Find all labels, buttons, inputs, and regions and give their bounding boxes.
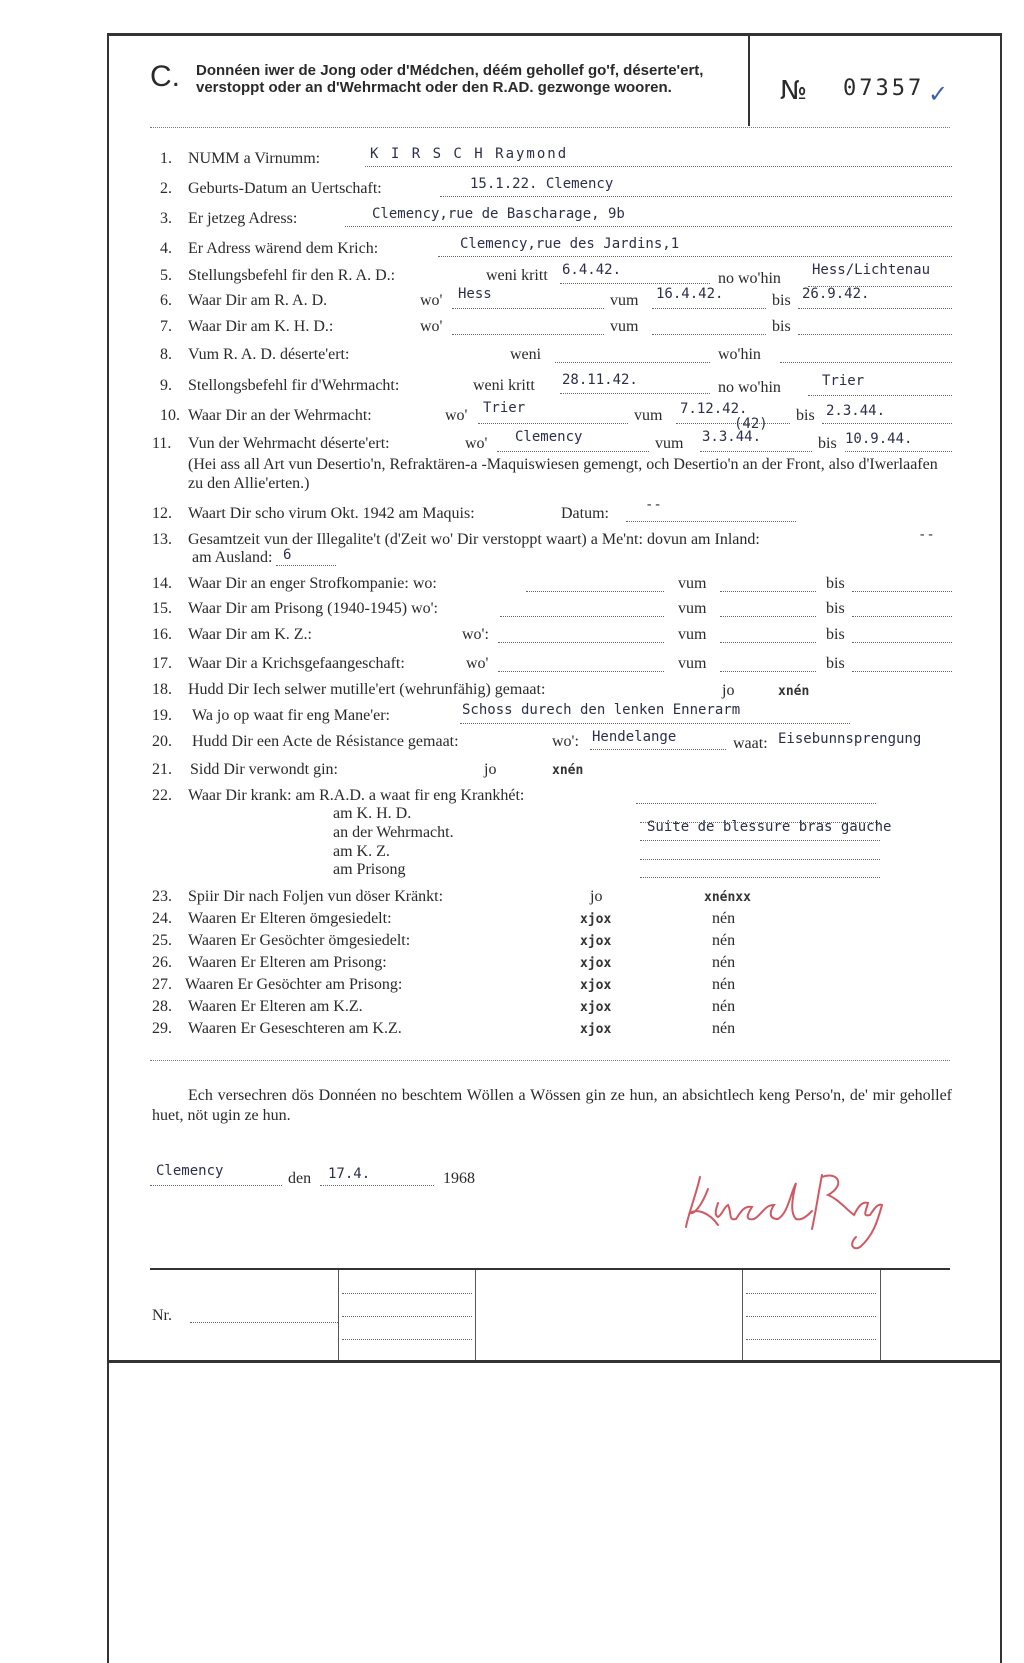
- field-22-label: Waar Dir krank: am R.A.D. a waat fir eng Krankhét:: [188, 787, 525, 804]
- field-8-label: Vum R. A. D. déserte'ert:: [188, 346, 350, 363]
- number-sign: №: [780, 76, 808, 106]
- field-13-number: 13.: [152, 531, 172, 548]
- field-10-wo-value: Trier: [483, 400, 526, 416]
- signature-stroke: [686, 1177, 812, 1227]
- field-20-wo: wo':: [552, 733, 579, 750]
- field-10-number: 10.: [160, 407, 180, 424]
- field-28-number: 28.: [152, 998, 172, 1015]
- field-5-mid-line: [560, 283, 710, 284]
- field-11-wo: wo': [465, 435, 488, 452]
- field-21-jo: jo: [484, 761, 497, 778]
- field-5-end-value: Hess/Lichtenau: [812, 262, 931, 278]
- field-16-vum: vum: [678, 626, 707, 643]
- footer-line-1: [342, 1293, 472, 1294]
- signature-text: Kirsch Ray: [678, 1165, 683, 1166]
- field-19-line: [460, 723, 850, 724]
- field-26-nen: nén: [712, 954, 736, 971]
- footer-rule-top: [150, 1268, 950, 1270]
- signature-stroke: [812, 1175, 882, 1248]
- field-13-ausland-value: 6: [283, 547, 292, 563]
- field-21-number: 21.: [152, 761, 172, 778]
- field-17-wo: wo': [466, 655, 489, 672]
- field-10-label: Waar Dir an der Wehrmacht:: [188, 407, 372, 424]
- field-15-bis-line: [852, 616, 952, 617]
- field-14-bis-line: [852, 591, 952, 592]
- left-border: [107, 33, 109, 1663]
- field-26-label: Waaren Er Elteren am Prisong:: [188, 954, 387, 971]
- field-17-vum: vum: [678, 655, 707, 672]
- field-8-end-line: [780, 362, 952, 363]
- field-25-struck: xjox: [580, 934, 612, 949]
- field-14-number: 14.: [152, 575, 172, 592]
- field-25-number: 25.: [152, 932, 172, 949]
- field-1-number: 1.: [160, 150, 172, 167]
- field-8-mid-line: [555, 362, 710, 363]
- footer-col-2: [475, 1270, 476, 1360]
- field-18-struck: xnén: [778, 684, 810, 699]
- field-24-label: Waaren Er Elteren ömgesiedelt:: [188, 910, 392, 927]
- field-4-number: 4.: [160, 240, 172, 257]
- footer-line-3: [342, 1339, 472, 1340]
- field-10-vum-line: [676, 423, 790, 424]
- field-20-label: Hudd Dir een Acte de Résistance gemaat:: [192, 733, 459, 750]
- field-2-line: [440, 196, 952, 197]
- date-line: [320, 1185, 434, 1186]
- field-23-struck: xnénxx: [704, 890, 751, 905]
- field-20-wo-line: [590, 749, 726, 750]
- field-27-number: 27.: [152, 976, 172, 993]
- field-5-mid-value: 6.4.42.: [562, 262, 622, 278]
- field-4-line: [438, 256, 952, 257]
- field-14-wo-line: [526, 591, 664, 592]
- footer-line-5: [746, 1316, 876, 1317]
- field-4-label: Er Adress wärend dem Krich:: [188, 240, 379, 257]
- field-23-number: 23.: [152, 888, 172, 905]
- field-21-label: Sidd Dir verwondt gin:: [190, 761, 338, 778]
- top-rule: [107, 33, 1002, 36]
- field-12-label: Waart Dir scho virum Okt. 1942 am Maquis:: [188, 505, 475, 522]
- section-divider: [150, 1060, 950, 1061]
- date-value: 17.4.: [328, 1166, 371, 1182]
- field-6-wo-line: [452, 308, 604, 309]
- field-24-struck: xjox: [580, 912, 612, 927]
- bottom-rule: [107, 1360, 1002, 1363]
- field-7-number: 7.: [160, 318, 172, 335]
- footer-line-2: [342, 1316, 472, 1317]
- field-7-bis: bis: [772, 318, 791, 335]
- field-28-nen: nén: [712, 998, 736, 1015]
- field-7-wo-line: [452, 334, 604, 335]
- field-6-label: Waar Dir am R. A. D.: [188, 292, 328, 309]
- footer-line-4: [746, 1293, 876, 1294]
- field-2-number: 2.: [160, 180, 172, 197]
- field-4-value: Clemency,rue des Jardins,1: [460, 236, 680, 252]
- field-8-end-label: wo'hin: [718, 346, 761, 363]
- field-11-vum: vum: [655, 435, 684, 452]
- field-22-line-2: [640, 840, 880, 841]
- footer-nr-label: Nr.: [152, 1307, 172, 1324]
- field-10-bis-value: 2.3.44.: [826, 403, 886, 419]
- field-1-line: [365, 166, 952, 167]
- field-6-vum-value: 16.4.42.: [656, 286, 724, 302]
- field-6-bis-line: [798, 308, 952, 309]
- field-3-label: Er jetzeg Adress:: [188, 210, 298, 227]
- field-3-value: Clemency,rue de Bascharage, 9b: [372, 206, 625, 222]
- field-9-mid-value: 28.11.42.: [562, 372, 638, 388]
- field-19-value: Schoss durech den lenken Ennerarm: [462, 702, 741, 718]
- field-22-line-3: [640, 859, 880, 860]
- field-6-bis-value: 26.9.42.: [802, 286, 870, 302]
- field-5-end-label: no wo'hin: [718, 270, 781, 287]
- field-22-sub-3: am K. Z.: [333, 843, 390, 860]
- field-15-vum-line: [720, 616, 816, 617]
- field-15-bis: bis: [826, 600, 845, 617]
- field-13-ausland-label: am Ausland:: [192, 549, 273, 566]
- field-20-waat: waat:: [733, 735, 768, 752]
- footer-col-4: [880, 1270, 881, 1360]
- field-14-label: Waar Dir an enger Strofkompanie: wo:: [188, 575, 437, 592]
- form-title: Donnéen iwer de Jong oder d'Médchen, déém gehollef go'f, déserte'ert, verstoppt oder an d'Wehrmacht oder den R.AD. gezwonge wooren.: [196, 62, 704, 96]
- field-20-waat-value: Eisebunnsprengung: [778, 731, 922, 747]
- field-7-vum: vum: [610, 318, 639, 335]
- field-5-label: Stellungsbefehl fir den R. A. D.:: [188, 267, 396, 284]
- field-11-vum-note: (42): [734, 416, 768, 432]
- field-17-number: 17.: [152, 655, 172, 672]
- field-8-mid-label: weni: [510, 346, 542, 363]
- field-28-struck: xjox: [580, 1000, 612, 1015]
- field-25-nen: nén: [712, 932, 736, 949]
- field-12-number: 12.: [152, 505, 172, 522]
- field-23-label: Spiir Dir nach Foljen vun döser Kränkt:: [188, 888, 444, 905]
- field-17-bis: bis: [826, 655, 845, 672]
- field-10-vum-value: 7.12.42.: [680, 401, 748, 417]
- field-11-vum-line: [700, 451, 812, 452]
- field-22-value: Suite de blessure bras gauche: [647, 819, 892, 835]
- field-11-wo-value: Clemency: [515, 429, 583, 445]
- field-12-datum: Datum:: [561, 505, 609, 522]
- field-7-vum-line: [652, 334, 766, 335]
- field-10-wo: wo': [445, 407, 468, 424]
- field-10-vum: vum: [634, 407, 663, 424]
- field-26-number: 26.: [152, 954, 172, 971]
- field-16-number: 16.: [152, 626, 172, 643]
- field-11-wo-line: [497, 451, 649, 452]
- field-9-end-line: [808, 395, 952, 396]
- field-6-wo-value: Hess: [458, 286, 492, 302]
- field-11-label: Vun der Wehrmacht déserte'ert:: [188, 435, 390, 452]
- field-22-sub-4: am Prisong: [333, 861, 406, 878]
- field-5-mid-label: weni kritt: [486, 267, 548, 284]
- field-29-number: 29.: [152, 1020, 172, 1037]
- form-number: 07357: [843, 76, 925, 101]
- field-22-line-4: [640, 877, 880, 878]
- field-23-jo: jo: [590, 888, 603, 905]
- field-12-line: [626, 521, 796, 522]
- signature: [678, 1165, 908, 1255]
- field-13-inland-value: --: [918, 527, 935, 543]
- field-6-bis: bis: [772, 292, 791, 309]
- footer-col-1: [338, 1270, 339, 1360]
- field-18-jo: jo: [722, 682, 735, 699]
- right-border: [1000, 33, 1002, 1663]
- number-box-divider: [748, 36, 750, 126]
- field-17-bis-line: [852, 671, 952, 672]
- field-9-end-label: no wo'hin: [718, 379, 781, 396]
- field-16-label: Waar Dir am K. Z.:: [188, 626, 312, 643]
- field-7-label: Waar Dir am K. H. D.:: [188, 318, 334, 335]
- field-11-vum-value: 3.3.44.: [702, 429, 762, 445]
- field-14-vum-line: [720, 591, 816, 592]
- field-10-bis-line: [822, 423, 952, 424]
- field-16-wo-line: [498, 642, 664, 643]
- field-2-label: Geburts-Datum an Uertschaft:: [188, 180, 382, 197]
- check-mark-icon: ✓: [928, 82, 949, 108]
- field-21-struck: xnén: [552, 763, 584, 778]
- field-22-number: 22.: [152, 787, 172, 804]
- year-label: 1968: [443, 1170, 475, 1187]
- field-28-label: Waaren Er Elteren am K.Z.: [188, 998, 363, 1015]
- field-17-wo-line: [498, 671, 664, 672]
- field-24-number: 24.: [152, 910, 172, 927]
- field-29-nen: nén: [712, 1020, 736, 1037]
- field-22-sub-1: am K. H. D.: [333, 805, 412, 822]
- field-11-bis-line: [845, 451, 952, 452]
- field-11-note: (Hei ass all Art vun Desertio'n, Refraktären-a -Maquiswiesen gemengt, och Desertio'n an der Front, also d'Iwerlaafen zu den Allie'erten.): [188, 456, 938, 492]
- field-13-label: Gesamtzeit vun der Illegalite't (d'Zeit wo' Dir verstoppt waart) a Me'nt: dovun am Inland:: [188, 531, 760, 548]
- field-11-number: 11.: [152, 435, 172, 452]
- field-27-nen: nén: [712, 976, 736, 993]
- field-19-number: 19.: [152, 707, 172, 724]
- field-9-end-value: Trier: [822, 373, 865, 389]
- field-10-wo-line: [478, 423, 628, 424]
- field-24-nen: nén: [712, 910, 736, 927]
- field-3-number: 3.: [160, 210, 172, 227]
- field-25-label: Waaren Er Gesöchter ömgesiedelt:: [188, 932, 411, 949]
- field-9-number: 9.: [160, 377, 172, 394]
- field-14-bis: bis: [826, 575, 845, 592]
- field-15-label: Waar Dir am Prisong (1940-1945) wo':: [188, 600, 438, 617]
- field-12-value: --: [645, 497, 662, 513]
- field-29-struck: xjox: [580, 1022, 612, 1037]
- field-7-wo: wo': [420, 318, 443, 335]
- field-1-value: K I R S C H Raymond: [370, 146, 569, 162]
- field-16-bis: bis: [826, 626, 845, 643]
- field-7-bis-line: [798, 334, 952, 335]
- field-9-mid-line: [560, 393, 710, 394]
- field-19-label: Wa jo op waat fir eng Mane'er:: [192, 707, 390, 724]
- field-9-mid-label: weni kritt: [473, 377, 535, 394]
- field-6-vum-line: [652, 308, 766, 309]
- field-15-number: 15.: [152, 600, 172, 617]
- field-11-bis: bis: [818, 435, 837, 452]
- field-20-wo-value: Hendelange: [592, 729, 677, 745]
- field-29-label: Waaren Er Geseschteren am K.Z.: [188, 1020, 402, 1037]
- field-26-struck: xjox: [580, 956, 612, 971]
- field-11-bis-value: 10.9.44.: [845, 431, 913, 447]
- den-label: den: [288, 1170, 312, 1187]
- field-27-struck: xjox: [580, 978, 612, 993]
- field-8-number: 8.: [160, 346, 172, 363]
- field-6-vum: vum: [610, 292, 639, 309]
- field-2-value: 15.1.22. Clemency: [470, 176, 614, 192]
- field-14-vum: vum: [678, 575, 707, 592]
- field-22-line-0: [636, 803, 876, 804]
- field-5-number: 5.: [160, 267, 172, 284]
- field-3-line: [345, 226, 952, 227]
- field-18-number: 18.: [152, 681, 172, 698]
- footer-col-3: [742, 1270, 743, 1360]
- field-6-number: 6.: [160, 292, 172, 309]
- header-dotted-rule: [150, 127, 950, 128]
- field-20-number: 20.: [152, 733, 172, 750]
- field-17-label: Waar Dir a Krichsgefaangeschaft:: [188, 655, 405, 672]
- footer-nr-line: [190, 1322, 338, 1323]
- field-9-label: Stellongsbefehl fir d'Wehrmacht:: [188, 377, 400, 394]
- field-18-label: Hudd Dir Iech selwer mutille'ert (wehrunfähig) gemaat:: [188, 681, 546, 698]
- field-1-label: NUMM a Virnumm:: [188, 150, 321, 167]
- field-15-wo-line: [500, 616, 664, 617]
- field-16-wo: wo':: [462, 626, 489, 643]
- declaration-text: Ech versechren dös Donnéen no beschtem Wöllen a Wössen gin ze hun, an absichtlech keng Perso'n, de' mir gehollef huet, nöt ugin ze hun.: [152, 1087, 952, 1124]
- footer-line-6: [746, 1339, 876, 1340]
- field-27-label: Waaren Er Gesöchter am Prisong:: [185, 976, 403, 993]
- section-letter: C.: [150, 60, 180, 93]
- field-16-bis-line: [852, 642, 952, 643]
- place-line: [150, 1185, 282, 1186]
- field-16-vum-line: [720, 642, 816, 643]
- field-10-bis: bis: [796, 407, 815, 424]
- place-value: Clemency: [156, 1163, 224, 1179]
- field-13-ausland-line: [276, 565, 336, 566]
- field-22-sub-2: an der Wehrmacht.: [333, 824, 454, 841]
- field-6-wo: wo': [420, 292, 443, 309]
- field-17-vum-line: [720, 671, 816, 672]
- field-15-vum: vum: [678, 600, 707, 617]
